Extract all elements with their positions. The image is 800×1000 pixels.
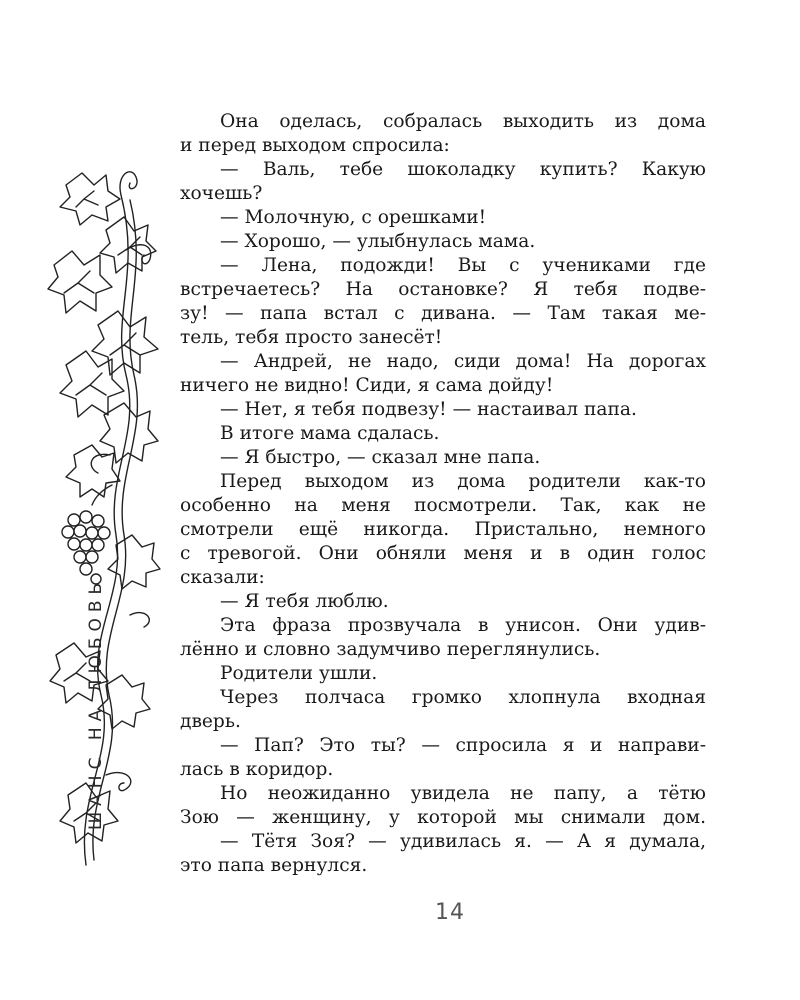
text-line: особенно на меня посмотрели. Так, как не	[180, 495, 706, 516]
text-line: лась в коридор.	[180, 759, 334, 780]
text-line: — Я быстро, — сказал мне папа.	[220, 447, 541, 468]
text-line: Но неожиданно увидела не папу, а тётю	[220, 783, 706, 804]
text-line: дверь.	[180, 711, 241, 732]
text-line: это папа вернулся.	[180, 855, 368, 876]
text-line: — Пап? Это ты? — спросила я и направи-	[220, 735, 706, 756]
text-line: — Тётя Зоя? — удивилась я. — А я думала,	[220, 831, 706, 852]
text-line: Через полчаса громко хлопнула входная	[220, 687, 706, 708]
text-line: ничего не видно! Сиди, я сама дойду!	[180, 375, 554, 396]
running-head: ШАНС НА ЛЮБОВЬ	[86, 576, 106, 830]
text-line: — Я тебя люблю.	[220, 591, 389, 612]
text-line: зу! — папа встал с дивана. — Там такая ме-	[180, 303, 706, 324]
text-line: — Лена, подожди! Вы с учениками где	[220, 255, 706, 276]
text-line: В итоге мама сдалась.	[220, 423, 440, 444]
text-line: — Валь, тебе шоколадку купить? Какую	[220, 159, 706, 180]
page-number: 14	[435, 900, 465, 925]
text-line: лённо и словно задумчиво переглянулись.	[180, 639, 601, 660]
text-line: Перед выходом из дома родители как-то	[220, 471, 706, 492]
text-line: Эта фраза прозвучала в унисон. Они удив-	[220, 615, 706, 636]
text-line: смотрели ещё никогда. Пристально, немного	[180, 519, 706, 540]
text-line: тель, тебя просто занесёт!	[180, 327, 443, 348]
text-line: сказали:	[180, 567, 265, 588]
text-line: — Андрей, не надо, сиди дома! На дорогах	[220, 351, 706, 372]
text-line: хочешь?	[180, 183, 263, 204]
text-line: с тревогой. Они обняли меня и в один голос	[180, 543, 706, 564]
text-line: Родители ушли.	[220, 663, 378, 684]
text-line: — Нет, я тебя подвезу! — настаивал папа.	[220, 399, 637, 420]
text-line: Зою — женщину, у которой мы снимали дом.	[180, 807, 706, 828]
text-line: встречаетесь? На остановке? Я тебя подве-	[180, 279, 706, 300]
text-line: — Молочную, с орешками!	[220, 207, 487, 228]
body-text	[180, 110, 706, 878]
text-line: — Хорошо, — улыбнулась мама.	[220, 231, 536, 252]
text-line: и перед выходом спросила:	[180, 135, 450, 156]
text-line: Она оделась, собралась выходить из дома	[220, 111, 706, 132]
